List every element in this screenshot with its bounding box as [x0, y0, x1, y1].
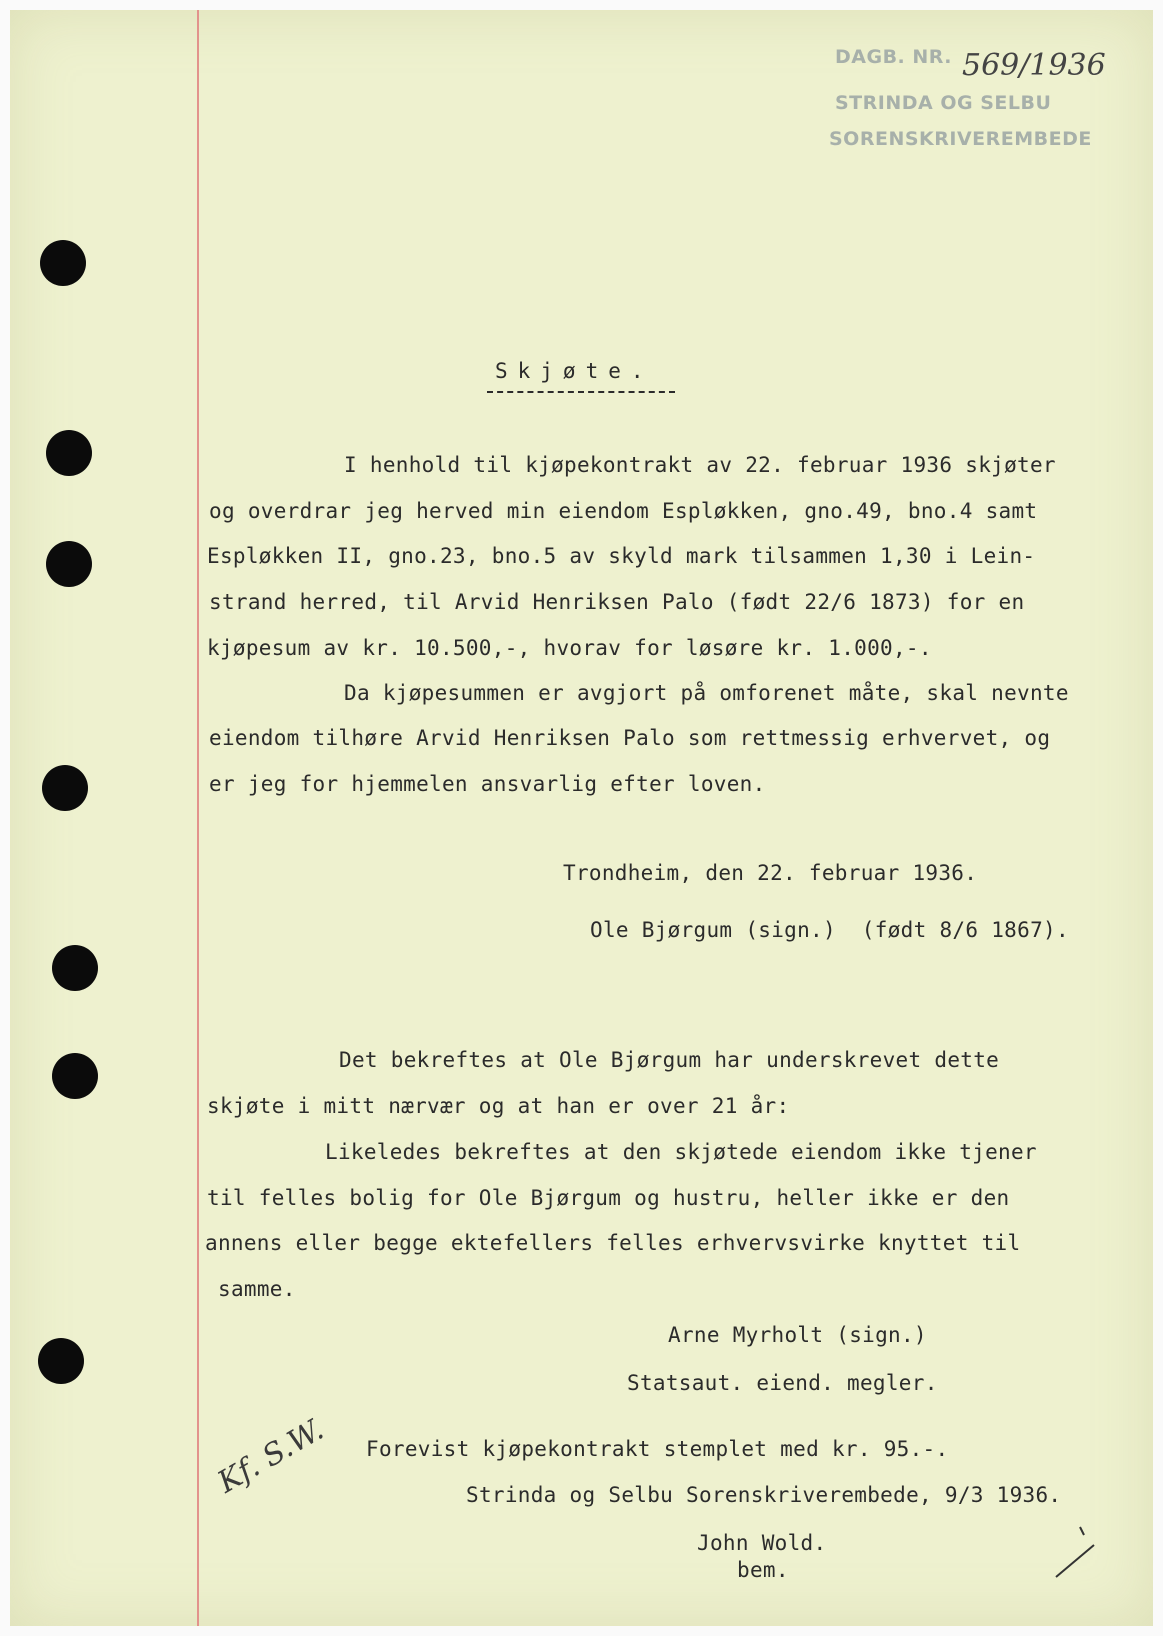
- witness-name: Arne Myrholt (sign.): [668, 1323, 927, 1347]
- attestation-line-1: Det bekreftes at Ole Bjørgum har underskrevet dette: [339, 1048, 1000, 1072]
- paragraph-1-line-5: kjøpesum av kr. 10.500,-, hvorav for løsøre kr. 1.000,-.: [207, 636, 932, 660]
- attestation-line-2: skjøte i mitt nærvær og at han er over 21 år:: [207, 1094, 790, 1118]
- check-mark-icon: [1050, 1525, 1100, 1585]
- declaration-line-4: samme.: [218, 1277, 296, 1301]
- seller-signature: Ole Bjørgum (sign.) (født 8/6 1867).: [590, 918, 1069, 942]
- punch-hole: [40, 240, 86, 286]
- declaration-line-1: Likeledes bekreftes at den skjøtede eiendom ikke tjener: [325, 1140, 1037, 1164]
- office-date: Strinda og Selbu Sorenskriverembede, 9/3 1936.: [466, 1483, 1062, 1507]
- title-underline: [487, 391, 675, 393]
- declaration-line-3: annens eller begge ektefellers felles erhvervsvirke knyttet til: [205, 1231, 1021, 1255]
- punch-hole: [38, 1338, 84, 1384]
- paragraph-1-line-4: strand herred, til Arvid Henriksen Palo (født 22/6 1873) for en: [209, 590, 1025, 614]
- paragraph-1-line-1: I henhold til kjøpekontrakt av 22. februar 1936 skjøter: [344, 453, 1056, 477]
- punch-hole: [52, 945, 98, 991]
- stamp-duty-note: Forevist kjøpekontrakt stemplet med kr. 95.-.: [366, 1437, 949, 1461]
- paragraph-1-line-2: og overdrar jeg herved min eiendom Espløkken, gno.49, bno.4 samt: [209, 499, 1038, 523]
- margin-line: [197, 10, 199, 1626]
- paragraph-1-line-3: Espløkken II, gno.23, bno.5 av skyld mark tilsammen 1,30 i Lein-: [207, 544, 1036, 568]
- punch-hole: [42, 765, 88, 811]
- punch-hole: [46, 541, 92, 587]
- stamp-line-3: SORENSKRIVEREMBEDE: [829, 128, 1092, 150]
- paragraph-2-line-3: er jeg for hjemmelen ansvarlig efter loven.: [209, 772, 766, 796]
- stamp-number: 569/1936: [962, 48, 1106, 83]
- margin-note: Kf. S.W.: [212, 1412, 330, 1501]
- witness-title: Statsaut. eiend. megler.: [627, 1371, 938, 1395]
- stamp-line-2: STRINDA OG SELBU: [835, 92, 1052, 114]
- document-page: [10, 10, 1153, 1626]
- declaration-line-2: til felles bolig for Ole Bjørgum og hustru, heller ikke er den: [207, 1186, 1010, 1210]
- clerk-name: John Wold.: [697, 1531, 827, 1555]
- punch-hole: [46, 430, 92, 476]
- clerk-title: bem.: [737, 1558, 789, 1582]
- paragraph-2-line-2: eiendom tilhøre Arvid Henriksen Palo som rettmessig erhvervet, og: [209, 726, 1051, 750]
- document-title: Skjøte.: [495, 359, 654, 383]
- place-date: Trondheim, den 22. februar 1936.: [563, 861, 978, 885]
- paragraph-2-line-1: Da kjøpesummen er avgjort på omforenet måte, skal nevnte: [344, 681, 1069, 705]
- stamp-line-1: DAGB. NR.: [835, 46, 952, 68]
- punch-hole: [52, 1053, 98, 1099]
